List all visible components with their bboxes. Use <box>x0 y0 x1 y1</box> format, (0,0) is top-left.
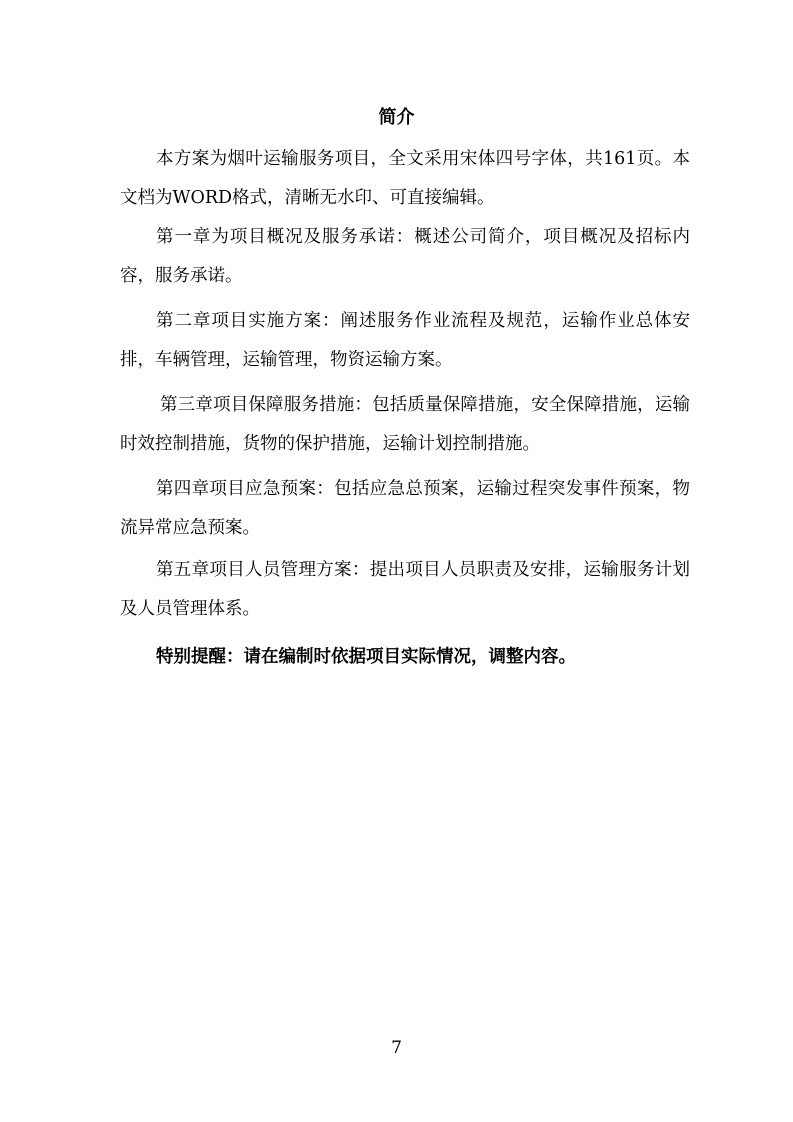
paragraph-chapter-2: 第二章项目实施方案：阐述服务作业流程及规范，运输作业总体安排，车辆管理，运输管理，物资运输方案。 <box>120 311 690 370</box>
paragraph-chapter-3: 第三章项目保障服务措施：包括质量保障措施，安全保障措施，运输时效控制措施，货物的保护措施，运输计划控制措施。 <box>120 395 690 454</box>
paragraph-chapter-1: 第一章为项目概况及服务承诺：概述公司简介，项目概况及招标内容，服务承诺。 <box>120 227 690 286</box>
page-title: 简介 <box>378 107 415 128</box>
page-number: 7 <box>391 1038 402 1058</box>
paragraph-chapter-4: 第四章项目应急预案：包括应急总预案，运输过程突发事件预案，物流异常应急预案。 <box>120 479 690 538</box>
paragraph-chapter-5: 第五章项目人员管理方案：提出项目人员职责及安排，运输服务计划及人员管理体系。 <box>120 560 690 619</box>
paragraph-overview: 本方案为烟叶运输服务项目，全文采用宋体四号字体，共161页。本文档为WORD格式，清晰无水印、可直接编辑。 <box>120 149 690 208</box>
special-notice: 特别提醒：请在编制时依据项目实际情况，调整内容。 <box>156 647 576 667</box>
